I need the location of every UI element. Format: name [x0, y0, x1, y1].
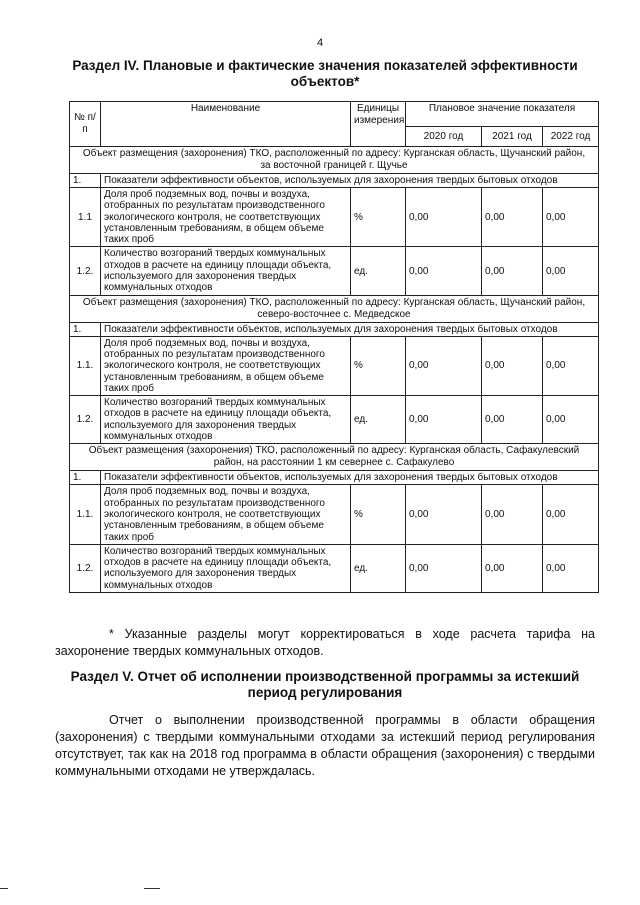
page-edge-mark	[144, 888, 160, 889]
row-name: Количество возгораний твердых коммунальных отходов в расчете на единицу площади объекта, используемого для захоронения твердых коммунальных отходов	[101, 247, 351, 295]
row-name: Количество возгораний твердых коммунальных отходов в расчете на единицу площади объекта, используемого для захоронения твердых коммунальных отходов	[101, 396, 351, 444]
group-label: Показатели эффективности объектов, используемых для захоронения твердых бытовых отходов	[101, 174, 599, 188]
value-2022: 0,00	[543, 336, 599, 395]
value-2020: 0,00	[406, 188, 482, 247]
page-edge-mark	[0, 888, 8, 889]
section-5-title: Раздел V. Отчет об исполнении производственной программы за истекший период регулирования	[70, 669, 580, 700]
object-title: Объект размещения (захоронения) ТКО, расположенный по адресу: Курганская область, Сафакулевский район, на расстоянии 1 км севернее с. Сафакулево	[70, 444, 599, 471]
value-2020: 0,00	[406, 396, 482, 444]
table-row	[70, 188, 599, 247]
row-name: Доля проб подземных вод, почвы и воздуха, отобранных по результатам производственного экологического контроля, не соответствующих установленным требованиям, в общем объеме таких проб	[101, 336, 351, 395]
header-unit: Единицы измерения	[351, 102, 406, 147]
kpi-table	[69, 101, 599, 593]
group-label: Показатели эффективности объектов, используемых для захоронения твердых бытовых отходов	[101, 322, 599, 336]
row-num: 1.1	[70, 188, 101, 247]
value-2022: 0,00	[543, 396, 599, 444]
header-year-2022: 2022 год	[543, 127, 599, 147]
value-2022: 0,00	[543, 247, 599, 295]
table-row	[70, 544, 599, 592]
section-5-paragraph: Отчет о выполнении производственной программы в области обращения (захоронения) с твердыми коммунальными отходами за истекший период регулирования отсутствует, так как на 2018 год программа в области обращения (захоронения) с твердыми коммунальными отходами не утверждалась.	[55, 713, 595, 778]
group-num: 1.	[70, 471, 101, 485]
value-2020: 0,00	[406, 485, 482, 544]
value-2020: 0,00	[406, 247, 482, 295]
value-2021: 0,00	[482, 485, 543, 544]
page-number: 4	[316, 37, 324, 49]
header-name: Наименование	[101, 102, 351, 147]
row-unit: ед.	[351, 544, 406, 592]
header-plan: Плановое значение показателя	[406, 102, 599, 127]
group-num: 1.	[70, 322, 101, 336]
row-unit: %	[351, 485, 406, 544]
table-row	[70, 336, 599, 395]
value-2021: 0,00	[482, 336, 543, 395]
row-unit: ед.	[351, 396, 406, 444]
object-title: Объект размещения (захоронения) ТКО, расположенный по адресу: Курганская область, Щучанский район, за восточной границей г. Щучье	[70, 147, 599, 174]
value-2021: 0,00	[482, 544, 543, 592]
footnote: * Указанные разделы могут корректироваться в ходе расчета тарифа на захоронение твердых коммунальных отходов.	[55, 627, 595, 658]
row-unit: %	[351, 336, 406, 395]
value-2020: 0,00	[406, 336, 482, 395]
row-name: Доля проб подземных вод, почвы и воздуха, отобранных по результатам производственного экологического контроля, не соответствующих установленным требованиям, в общем объеме таких проб	[101, 485, 351, 544]
value-2021: 0,00	[482, 188, 543, 247]
row-num: 1.1.	[70, 485, 101, 544]
value-2022: 0,00	[543, 485, 599, 544]
object-title: Объект размещения (захоронения) ТКО, расположенный по адресу: Курганская область, Щучанский район, северо-восточнее с. Медведское	[70, 295, 599, 322]
group-num: 1.	[70, 174, 101, 188]
row-unit: ед.	[351, 247, 406, 295]
row-num: 1.2.	[70, 247, 101, 295]
row-unit: %	[351, 188, 406, 247]
row-num: 1.2.	[70, 544, 101, 592]
table-row	[70, 396, 599, 444]
row-name: Доля проб подземных вод, почвы и воздуха, отобранных по результатам производственного экологического контроля, не соответствующих установленным требованиям, в общем объеме таких проб	[101, 188, 351, 247]
header-num: № п/п	[70, 102, 101, 147]
value-2021: 0,00	[482, 247, 543, 295]
group-label: Показатели эффективности объектов, используемых для захоронения твердых бытовых отходов	[101, 471, 599, 485]
table-row	[70, 485, 599, 544]
row-num: 1.2.	[70, 396, 101, 444]
table-row	[70, 247, 599, 295]
value-2020: 0,00	[406, 544, 482, 592]
value-2022: 0,00	[543, 188, 599, 247]
row-name: Количество возгораний твердых коммунальных отходов в расчете на единицу площади объекта, используемого для захоронения твердых коммунальных отходов	[101, 544, 351, 592]
header-year-2021: 2021 год	[482, 127, 543, 147]
row-num: 1.1.	[70, 336, 101, 395]
value-2021: 0,00	[482, 396, 543, 444]
value-2022: 0,00	[543, 544, 599, 592]
section-4-title: Раздел IV. Плановые и фактические значения показателей эффективности объектов*	[72, 58, 578, 89]
header-year-2020: 2020 год	[406, 127, 482, 147]
